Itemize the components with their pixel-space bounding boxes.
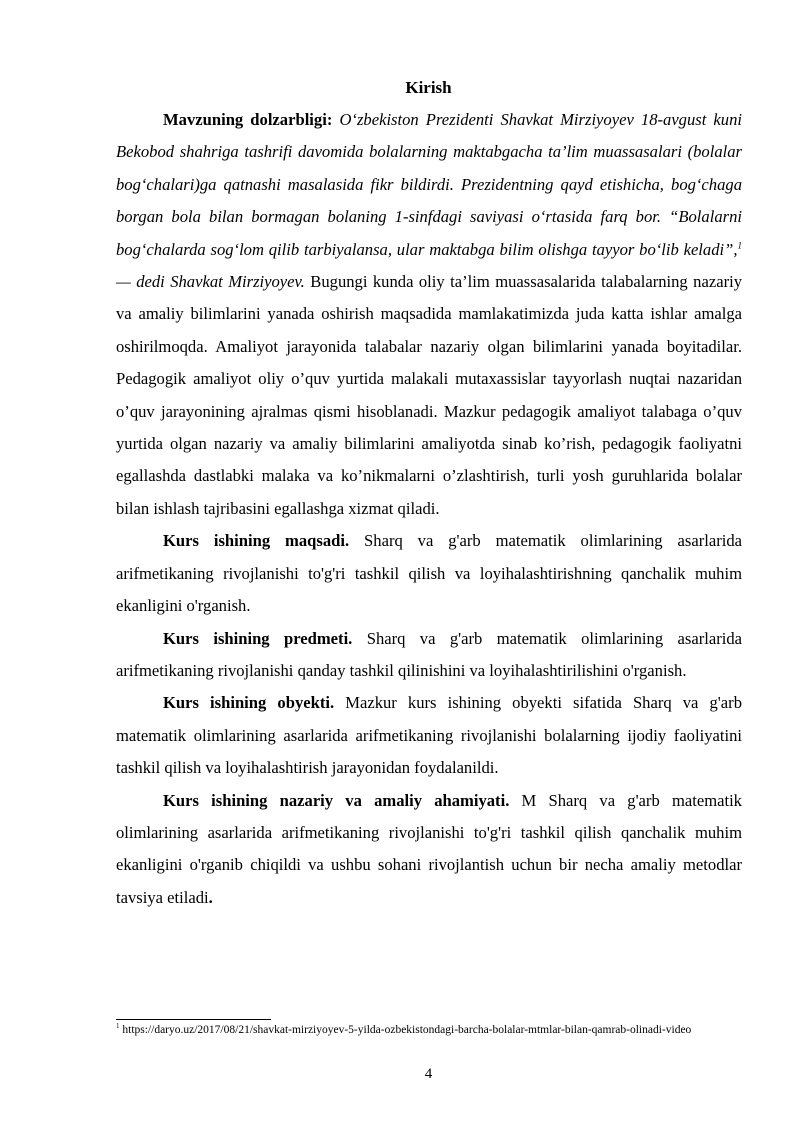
paragraph-significance <box>116 785 742 915</box>
footnote-number: 1 <box>116 1022 120 1031</box>
goal-label: Kurs ishining maqsadi. <box>163 531 350 551</box>
subject-label: Kurs ishining predmeti. <box>163 628 353 648</box>
subject-text: Sharq va g'arb matematik olimlarining asarlarida arifmetikaning rivojlanishi qanday tashkil qilinishini va loyihalashtirilishini o'rganish. <box>116 628 742 680</box>
goal-text: Sharq va g'arb matematik olimlarining asarlarida arifmetikaning rivojlanishi to'g'ri tashkil qilish va loyihalashtirishning qanchalik muhim ekanligini o'rganish. <box>116 531 742 616</box>
page-title: Kirish <box>405 78 452 97</box>
footnote-separator <box>116 1019 271 1020</box>
relevance-label: Mavzuning dolzarbligi: <box>163 110 333 129</box>
footnote-reference[interactable]: 1 <box>737 240 742 251</box>
object-text: Mazkur kurs ishining obyekti sifatida Sharq va g'arb matematik olimlarining asarlarida arifmetikaning rivojlanishi bolalarning ijodiy faoliyatini tashkil qilish va loyihalashtirish jarayonidan foydalanildi. <box>116 693 742 778</box>
paragraph-subject <box>116 623 742 688</box>
footnote-link[interactable]: https://daryo.uz/2017/08/21/shavkat-mirziyoyev-5-yilda-ozbekistondagi-barcha-bolalar-mtmlar-bilan-qamrab-olinadi-video <box>122 1024 692 1036</box>
president-quote: O‘zbekiston Prezidenti Shavkat Mirziyoyev 18-avgust kuni Bekobod shahriga tashrifi davomida bolalarning maktabgacha ta’lim muassasalari (bolalar bog‘chalari)ga qatnashi masalasida fikr bildirdi. Prezidentning qayd etishicha, bog‘chaga borgan bola bilan bormagan bolaning 1-sinfdagi saviyasi o‘rtasida farq bor. “Bolalarni bog‘chalarda sog‘lom qilib tarbiyalansa, ular maktabga bilim olishga tayyor bo‘lib keladi”, <box>116 110 742 259</box>
paragraph-relevance <box>116 104 742 525</box>
page-number: 4 <box>424 1066 433 1082</box>
significance-text: M Sharq va g'arb matematik olimlarining asarlarida arifmetikaning rivojlanishi to'g'ri tashkil qilish qanchalik muhim ekanligini o'rganib chiqildi va ushbu sohani rivojlantish uchun bir necha amaliy metodlar tavsiya etiladi <box>116 790 742 907</box>
object-label: Kurs ishining obyekti. <box>163 693 335 713</box>
significance-end: . <box>208 887 213 907</box>
document-body <box>116 104 742 914</box>
paragraph-object <box>116 687 742 784</box>
footnote <box>116 1022 742 1039</box>
paragraph-goal <box>116 525 742 622</box>
quote-attribution: — dedi Shavkat Mirziyoyev. <box>116 272 305 292</box>
relevance-text: Bugungi kunda oliy ta’lim muassasalarida talabalarning nazariy va amaliy bilimlarini yanada oshirish maqsadida mamlakatimizda juda katta ishlar amalga oshirilmoqda. Amaliyot jarayonida talabalar nazariy olgan bilimlarini yanada boyitadilar. Pedagogik amaliyot oliy o’quv yurtida malakali mutaxassislar tayyorlash nuqtai nazaridan o’quv jarayonining ajralmas qismi hisoblanadi. Mazkur pedagogik amaliyot talabaga o’quv yurtida olgan nazariy va amaliy bilimlarini amaliyotda sinab ko’rish, pedagogik faoliyatni egallashda dastlabki malaka va ko’nikmalarni o’zlashtirish, turli yosh guruhlarida bolalar bilan ishlash tajribasini egallashga xizmat qiladi. <box>116 272 742 518</box>
significance-label: Kurs ishining nazariy va amaliy ahamiyati. <box>163 790 510 810</box>
